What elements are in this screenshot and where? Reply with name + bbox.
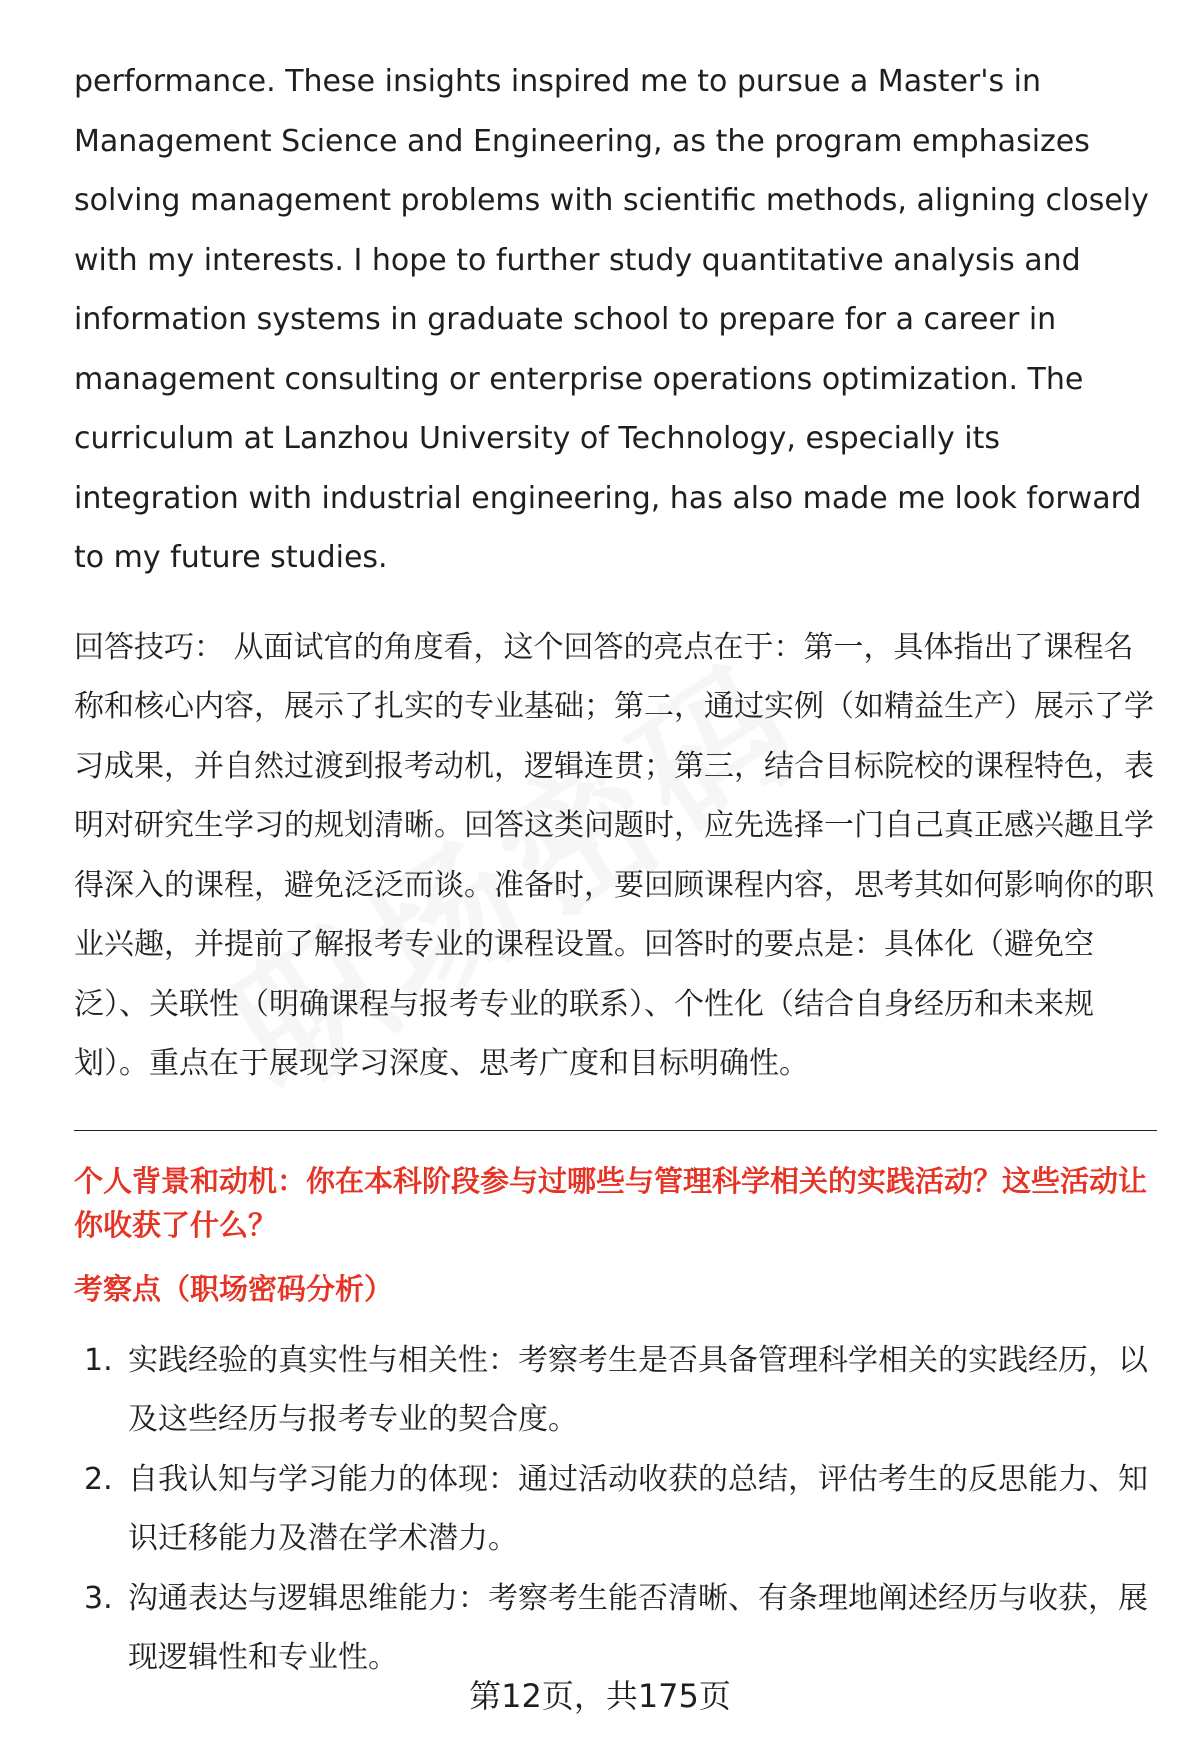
answer-tips-paragraph: [74, 618, 1157, 1094]
list-item: [74, 1569, 1157, 1688]
list-item-text: 实践经验的真实性与相关性：考察考生是否具备管理科学相关的实践经历，以及这些经历与报考专业的契合度。: [128, 1342, 1148, 1437]
page-number-footer: 第12页，共175页: [469, 1677, 731, 1715]
section-divider: [74, 1130, 1157, 1131]
assessment-points-list: [74, 1331, 1157, 1688]
assessment-points-heading: 考察点（职场密码分析）: [74, 1271, 394, 1306]
list-item-text: 沟通表达与逻辑思维能力：考察考生能否清晰、有条理地阐述经历与收获，展现逻辑性和专业性。: [128, 1580, 1148, 1675]
list-item-number: 2.: [84, 1461, 113, 1497]
list-item: [74, 1450, 1157, 1569]
answer-tips-text: 从面试官的角度看，这个回答的亮点在于：第一，具体指出了课程名称和核心内容，展示了扎实的专业基础；第二，通过实例（如精益生产）展示了学习成果，并自然过渡到报考动机，逻辑连贯；第三，结合目标院校的课程特色，表明对研究生学习的规划清晰。回答这类问题时，应先选择一门自己真正感兴趣且学得深入的课程，避免泛泛而谈。准备时，要回顾课程内容，思考其如何影响你的职业兴趣，并提前了解报考专业的课程设置。回答时的要点是：具体化（避免空泛）、关联性（明确课程与报考专业的联系）、个性化（结合自身经历和未来规划）。重点在于展现学习深度、思考广度和目标明确性。: [74, 629, 1154, 1081]
list-item-number: 1.: [84, 1342, 113, 1378]
answer-tips-label: 回答技巧：: [74, 629, 224, 665]
document-page: [74, 52, 1157, 1688]
list-item-number: 3.: [84, 1580, 113, 1616]
english-answer-paragraph: performance. These insights inspired me to pursue a Master's in Management Science and Engineering, as the program emphasizes solving management problems with scientific methods, aligning closely with my interests. I hope to further study quantitative analysis and information systems in graduate school to prepare for a career in management consulting or enterprise operations optimization. The curriculum at Lanzhou University of Technology, especially its integration with industrial engineering, has also made me look forward to my future studies.: [74, 64, 1149, 575]
list-item-text: 自我认知与学习能力的体现：通过活动收获的总结，评估考生的反思能力、知识迁移能力及潜在学术潜力。: [128, 1461, 1148, 1556]
list-item: [74, 1331, 1157, 1450]
question-heading: 个人背景和动机：你在本科阶段参与过哪些与管理科学相关的实践活动？这些活动让你收获了什么？: [74, 1163, 1148, 1242]
